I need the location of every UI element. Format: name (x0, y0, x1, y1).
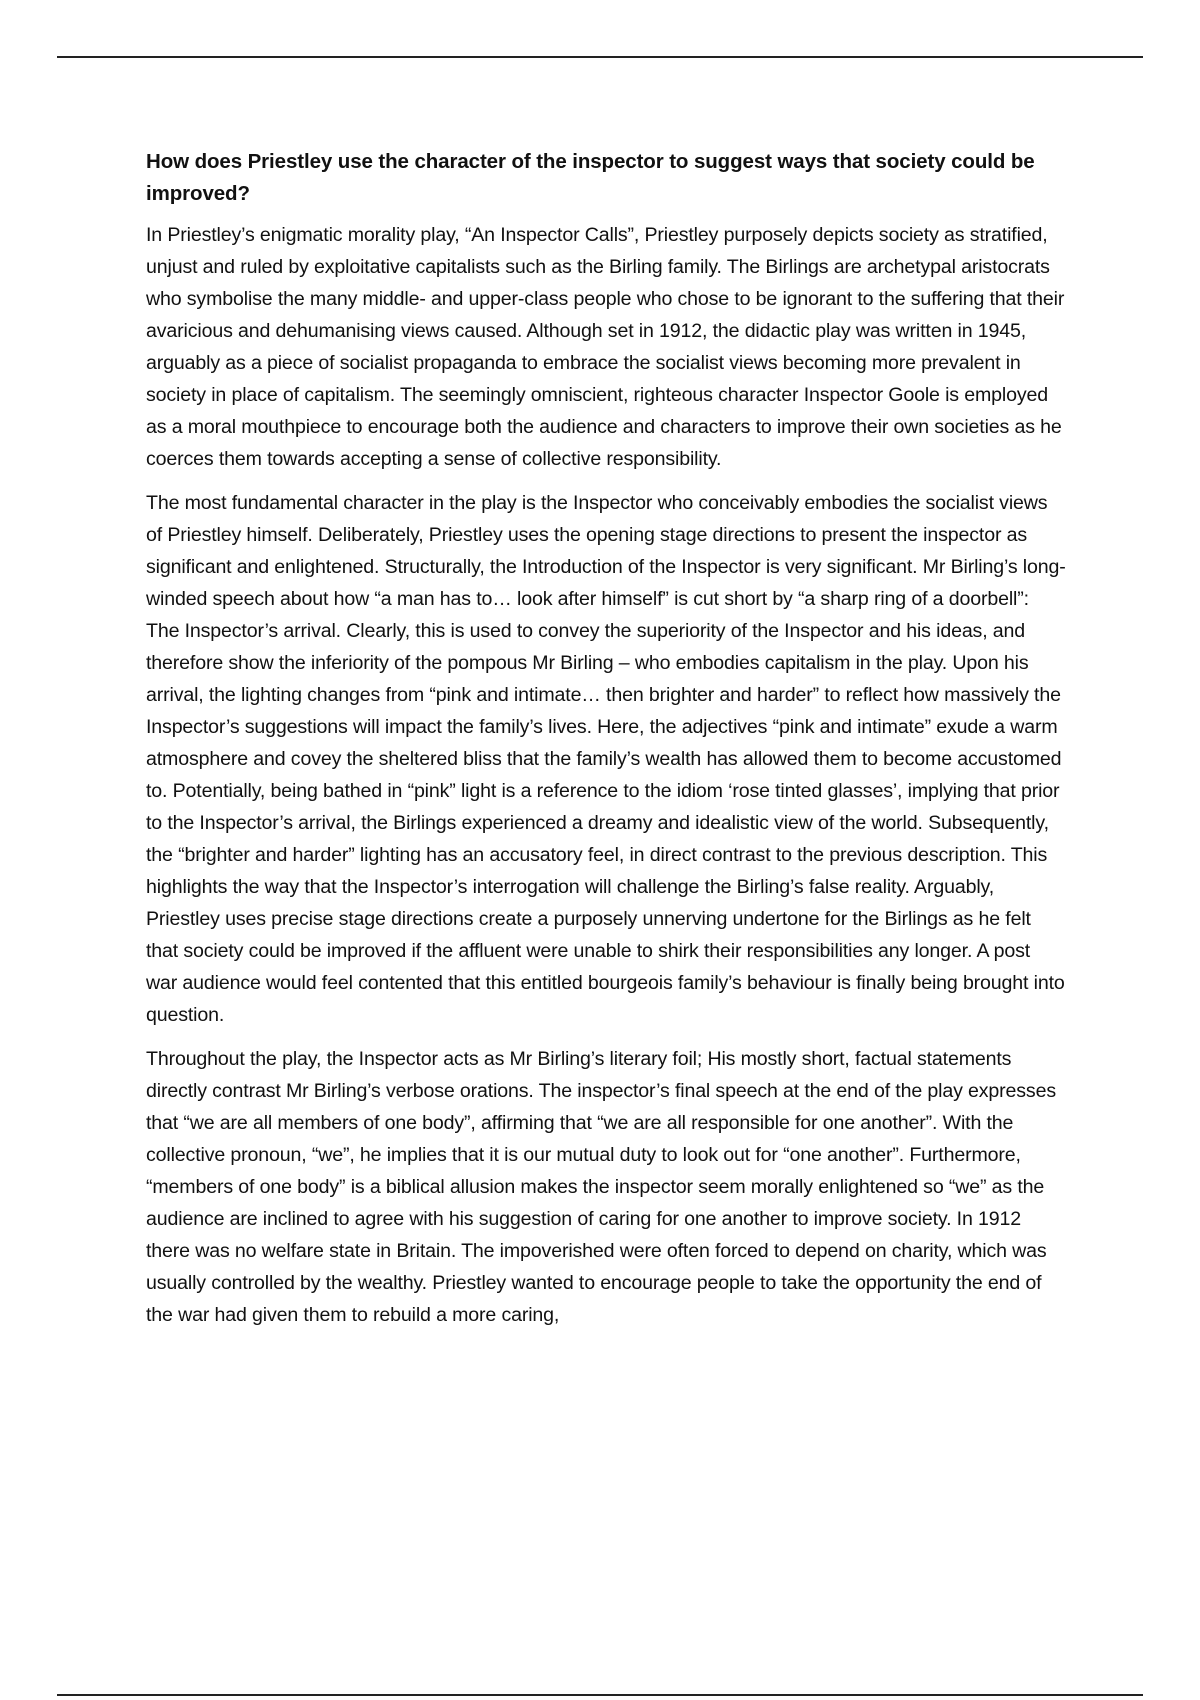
essay-question: How does Priestley use the character of the inspector to suggest ways that society could be improved? (146, 150, 1035, 205)
essay-body (146, 146, 1066, 1343)
paragraph-1: In Priestley’s enigmatic morality play, “An Inspector Calls”, Priestley purposely depicts society as stratified, unjust and ruled by exploitative capitalists such as the Birling family. The Birlings are archetypal aristocrats who symbolise the many middle- and upper-class people who chose to be ignorant to the suffering that their avaricious and dehumanising views caused. Although set in 1912, the didactic play was written in 1945, arguably as a piece of socialist propaganda to embrace the socialist views becoming more prevalent in society in place of capitalism. The seemingly omniscient, righteous character Inspector Goole is employed as a moral mouthpiece to encourage both the audience and characters to improve their own societies as he coerces them towards accepting a sense of collective responsibility. (146, 224, 1065, 470)
paragraph-3: Throughout the play, the Inspector acts as Mr Birling’s literary foil; His mostly short, factual statements directly contrast Mr Birling’s verbose orations. The inspector’s final speech at the end of the play expresses that “we are all members of one body”, affirming that “we are all responsible for one another”. With the collective pronoun, “we”, he implies that it is our mutual duty to look out for “one another”. Furthermore, “members of one body” is a biblical allusion makes the inspector seem morally enlightened so “we” as the audience are inclined to agree with his suggestion of caring for one another to improve society. In 1912 there was no welfare state in Britain. The impoverished were often forced to depend on charity, which was usually controlled by the wealthy. Priestley wanted to encourage people to take the opportunity the end of the war had given them to rebuild a more caring, (146, 1048, 1056, 1326)
bottom-rule (57, 1694, 1143, 1696)
top-rule (57, 56, 1143, 58)
paragraph-2: The most fundamental character in the play is the Inspector who conceivably embodies the socialist views of Priestley himself. Deliberately, Priestley uses the opening stage directions to present the inspector as significant and enlightened. Structurally, the Introduction of the Inspector is very significant. Mr Birling’s long-winded speech about how “a man has to… look after himself” is cut short by “a sharp ring of a doorbell”: The Inspector’s arrival. Clearly, this is used to convey the superiority of the Inspector and his ideas, and therefore show the inferiority of the pompous Mr Birling – who embodies capitalism in the play. Upon his arrival, the lighting changes from “pink and intimate… then brighter and harder” to reflect how massively the Inspector’s suggestions will impact the family’s lives. Here, the adjectives “pink and intimate” exude a warm atmosphere and covey the sheltered bliss that the family’s wealth has allowed them to become accustomed to. Potentially, being bathed in “pink” light is a reference to the idiom ‘rose tinted glasses’, implying that prior to the Inspector’s arrival, the Birlings experienced a dreamy and idealistic view of the world. Subsequently, the “brighter and harder” lighting has an accusatory feel, in direct contrast to the previous description. This highlights the way that the Inspector’s interrogation will challenge the Birling’s false reality. Arguably, Priestley uses precise stage directions create a purposely unnerving undertone for the Birlings as he felt that society could be improved if the affluent were unable to shirk their responsibilities any longer. A post war audience would feel contented that this entitled bourgeois family’s behaviour is finally being brought into question. (146, 492, 1066, 1026)
